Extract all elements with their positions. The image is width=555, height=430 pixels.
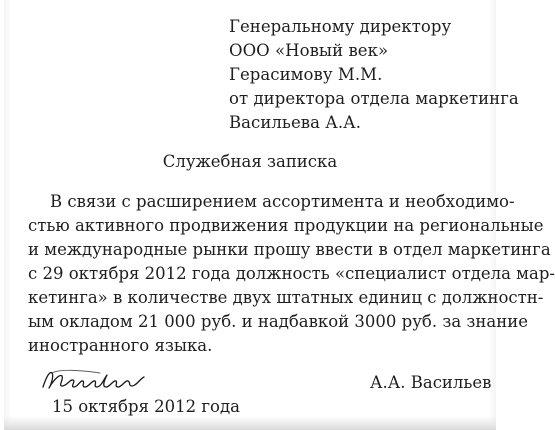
sender-line-name: Васильева А.А. — [229, 113, 361, 132]
body-line: с 29 октября 2012 года должность «специалист отдела мар- — [28, 264, 555, 283]
body-line: иностранного языка. — [28, 336, 213, 355]
sender-line-position: от директора отдела маркетинга — [229, 89, 519, 108]
addressee-block — [229, 15, 519, 135]
body-line: В связи с расширением ассортимента и необходимо- — [50, 192, 515, 211]
handwritten-signature — [40, 367, 152, 393]
body-line: и международные рынки прошу ввести в отдел маркетинга — [28, 240, 551, 259]
body-line: стью активного продвижения продукции на региональные — [28, 216, 544, 235]
memo-date: 15 октября 2012 года — [52, 397, 240, 416]
addressee-line-company: ООО «Новый век» — [229, 41, 389, 60]
addressee-line-name: Герасимову М.М. — [229, 65, 383, 84]
body-line: кетинга» в количестве двух штатных единиц с должностн- — [28, 288, 544, 307]
document-title: Служебная записка — [162, 152, 338, 171]
addressee-line-position: Генеральному директору — [229, 17, 452, 36]
signer-name: А.А. Васильев — [370, 373, 492, 392]
body-line: ым окладом 21 000 руб. и надбавкой 3000 руб. за знание — [28, 312, 529, 331]
memo-body — [28, 190, 555, 358]
